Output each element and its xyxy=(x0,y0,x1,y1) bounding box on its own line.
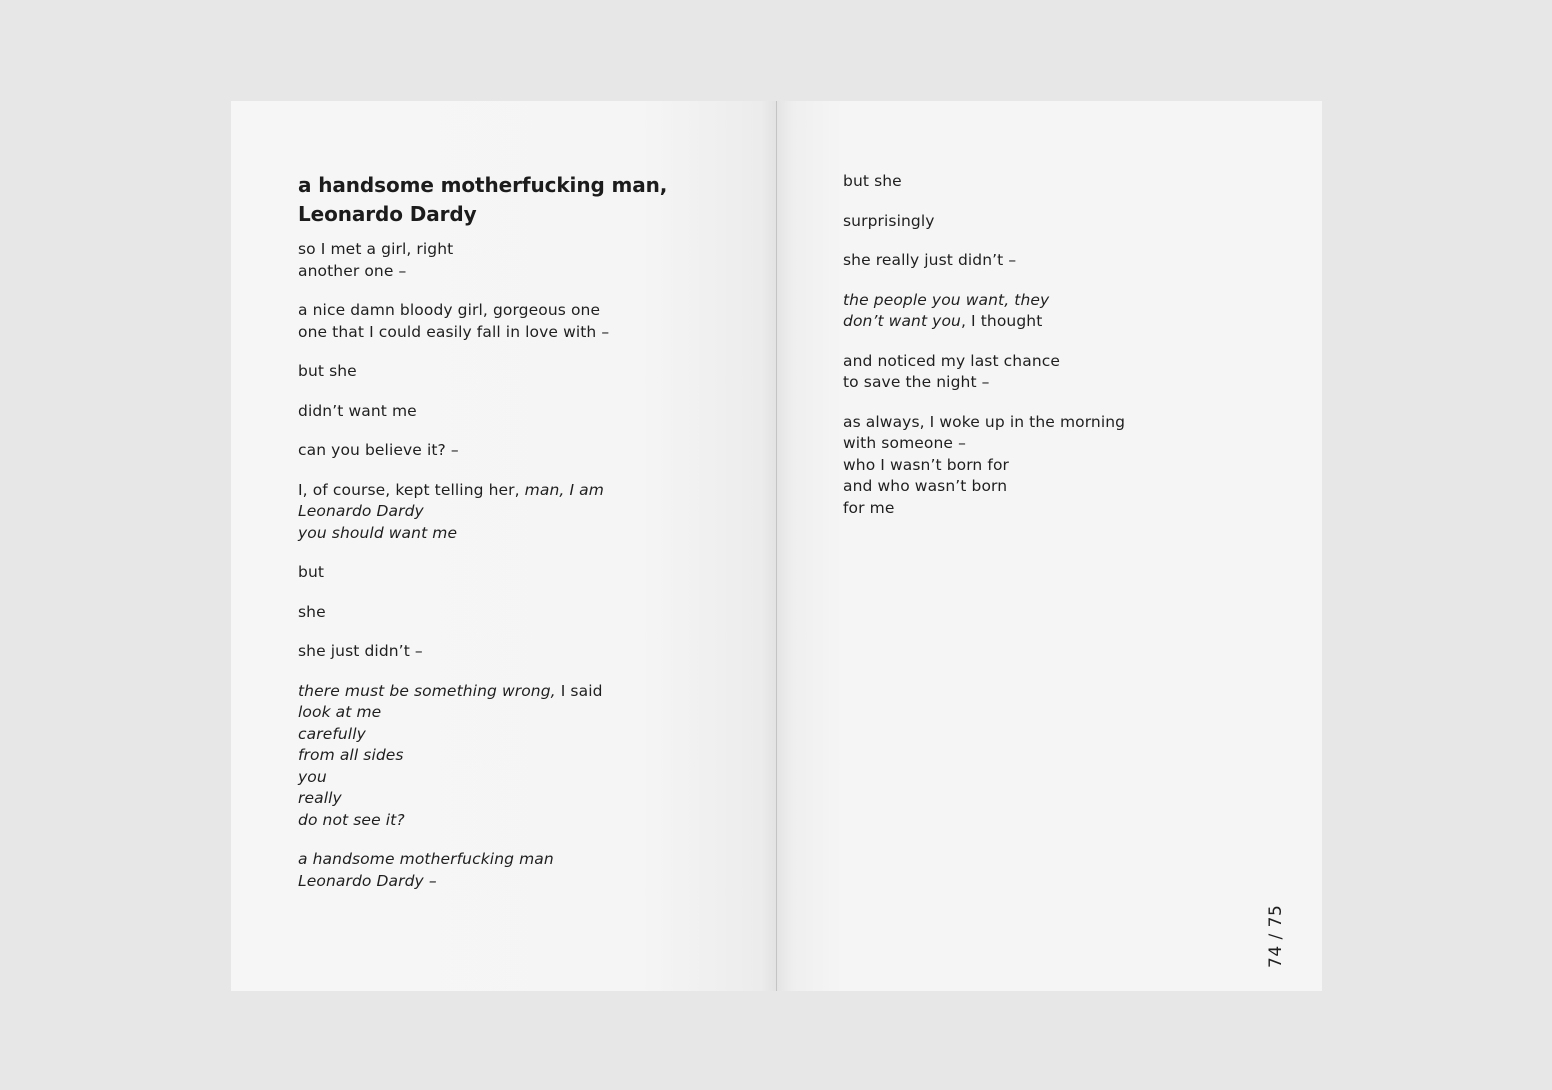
poem-line-italic: from all sides xyxy=(298,746,404,764)
poem-line-italic: there must be something wrong, xyxy=(298,681,556,700)
stanza xyxy=(298,239,738,282)
stanza xyxy=(298,641,738,663)
poem-line: surprisingly xyxy=(843,211,935,230)
stanza xyxy=(298,440,738,462)
poem-line: she really just didn’t – xyxy=(843,251,1017,269)
poem-title xyxy=(298,171,738,229)
stanza xyxy=(298,562,738,584)
poem-line-italic: you xyxy=(298,767,327,786)
page-number: 74 / 75 xyxy=(1266,904,1286,968)
stanza xyxy=(298,681,738,832)
stanza xyxy=(298,602,738,624)
poem-line-regular: , I thought xyxy=(960,312,1043,330)
poem-line: to save the night – xyxy=(843,373,990,391)
stanza xyxy=(843,290,1263,333)
stanza xyxy=(843,351,1263,394)
poem-line: another one – xyxy=(298,261,407,280)
stanza xyxy=(298,401,738,423)
poem-line: who I wasn’t born for xyxy=(843,455,1010,474)
poem-line xyxy=(298,480,738,502)
poem-title-line: a handsome motherfucking man, xyxy=(298,173,668,197)
poem-line: she xyxy=(298,602,326,621)
poem-line: a nice damn bloody girl, gorgeous one xyxy=(298,301,601,319)
poem-line-italic: do not see it? xyxy=(298,810,405,829)
poem-line: for me xyxy=(843,498,895,517)
poem-line-italic: you should want me xyxy=(298,523,458,542)
poem-line: she just didn’t – xyxy=(298,642,423,660)
poem-line: didn’t want me xyxy=(298,401,417,420)
poem-line-italic: look at me xyxy=(298,703,382,721)
poem-line-italic: the people you want, they xyxy=(843,290,1050,309)
stanza xyxy=(843,211,1263,233)
stanza xyxy=(843,250,1263,272)
poem-line-italic: really xyxy=(298,789,342,807)
poem-line-italic: a handsome motherfucking man xyxy=(298,850,554,868)
poem-line xyxy=(298,681,738,703)
left-page xyxy=(231,101,777,991)
stanza xyxy=(298,361,738,383)
poem-line-italic: Leonardo Dardy xyxy=(298,502,424,520)
poem-line xyxy=(843,311,1263,333)
poem-line-italic: don’t want you xyxy=(843,312,961,330)
left-page-text xyxy=(298,171,738,910)
poem-line-italic: Leonardo Dardy – xyxy=(298,871,437,890)
stanza xyxy=(298,849,738,892)
stanza xyxy=(298,300,738,343)
poem-line: but she xyxy=(843,172,902,190)
poem-line: with someone – xyxy=(843,434,966,452)
poem-line-italic: man, I am xyxy=(524,480,604,499)
right-page-text xyxy=(843,171,1263,537)
poem-line: so I met a girl, right xyxy=(298,240,454,258)
poem-title-line: Leonardo Dardy xyxy=(298,202,477,226)
right-page xyxy=(777,101,1322,991)
stanza xyxy=(298,480,738,545)
poem-line: and noticed my last chance xyxy=(843,351,1061,370)
stanza xyxy=(843,171,1263,193)
poem-line: but xyxy=(298,563,325,581)
stanza xyxy=(843,412,1263,520)
poem-line: and who wasn’t born xyxy=(843,477,1008,495)
poem-line: one that I could easily fall in love with – xyxy=(298,322,610,341)
poem-line-regular: I, of course, kept telling her, xyxy=(298,480,525,499)
poem-line-regular: I said xyxy=(555,681,603,700)
poem-line: but she xyxy=(298,362,357,380)
poem-line: can you believe it? – xyxy=(298,441,459,459)
book-spread xyxy=(231,101,1322,991)
poem-line: as always, I woke up in the morning xyxy=(843,412,1126,431)
poem-line-italic: carefully xyxy=(298,724,366,743)
